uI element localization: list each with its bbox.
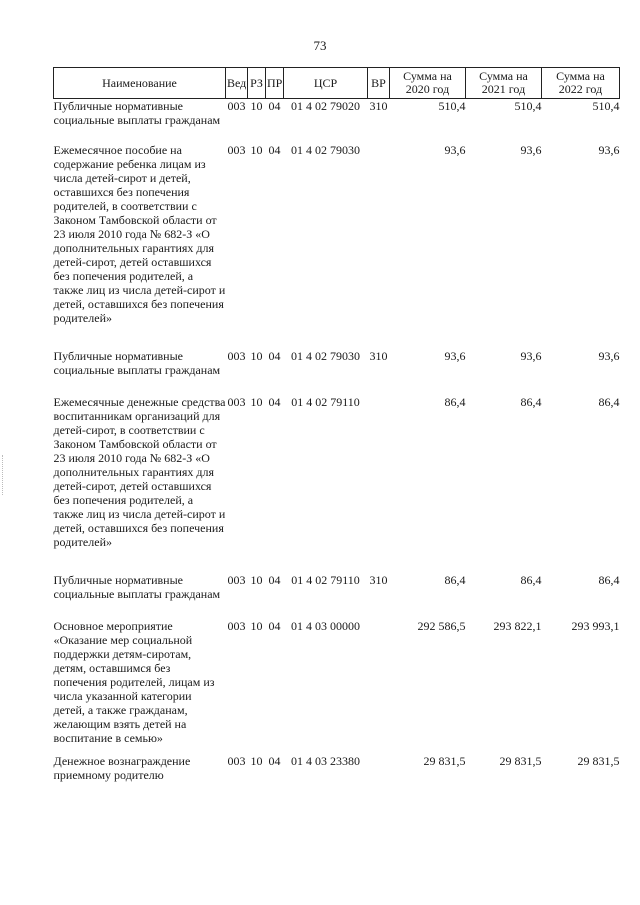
row-pr: 04 — [268, 753, 281, 768]
col-header-vr: ВР — [368, 68, 390, 99]
row-rz: 10 — [250, 753, 263, 768]
row-rz: 10 — [250, 618, 263, 633]
table-header-row — [54, 68, 620, 99]
row-vr: 310 — [369, 348, 388, 363]
table-row — [54, 349, 620, 395]
row-pr: 04 — [268, 142, 281, 157]
row-vr: 310 — [369, 572, 388, 587]
row-csr: 01 4 02 79110 — [291, 572, 360, 587]
row-ved: 003 — [227, 348, 246, 363]
row-csr: 01 4 03 00000 — [291, 618, 360, 633]
row-name: Денежное вознаграждение приемному родителю — [53, 753, 191, 782]
col-header-sum-2022: Сумма на 2022 год — [542, 68, 620, 99]
row-ved: 003 — [227, 618, 246, 633]
row-vr: 310 — [369, 99, 388, 113]
row-sum-2021: 86,4 — [520, 394, 542, 409]
row-sum-2021: 293 822,1 — [493, 618, 542, 633]
row-sum-2020: 510,4 — [438, 99, 466, 113]
row-sum-2021: 93,6 — [520, 142, 542, 157]
table-row — [54, 143, 620, 349]
row-sum-2022: 293 993,1 — [571, 618, 620, 633]
row-csr: 01 4 02 79030 — [291, 348, 360, 363]
row-pr: 04 — [268, 394, 281, 409]
row-ved: 003 — [227, 142, 246, 157]
row-pr: 04 — [268, 348, 281, 363]
row-name: Основное мероприятие «Оказание мер социальной поддержки детям-сиротам, детям, оставшимся без попечения родителей, лицам из числа указанной категории детей, а также гражданам, желающим взять детей на воспитание в семью» — [53, 618, 215, 745]
col-header-sum-2020: Сумма на 2020 год — [390, 68, 466, 99]
row-csr: 01 4 02 79030 — [291, 142, 360, 157]
page-number: 73 — [313, 38, 327, 53]
col-header-rz: РЗ — [248, 68, 266, 99]
row-sum-2020: 86,4 — [444, 394, 466, 409]
row-sum-2020: 93,6 — [444, 142, 466, 157]
row-vr — [368, 754, 390, 788]
row-ved: 003 — [227, 99, 246, 113]
row-rz: 10 — [250, 572, 263, 587]
row-name: Ежемесячные денежные средства воспитанникам организаций для детей-сирот, в соответствии с Законом Тамбовской области от 23 июля 2010 года № 682-З «О дополнительных гарантиях для детей-сирот, детей оставшихся без попечения родителей, а также лиц из числа детей-сирот и детей, оставшихся без попечения родителей» — [53, 394, 226, 549]
row-pr: 04 — [268, 618, 281, 633]
row-sum-2021: 93,6 — [520, 348, 542, 363]
row-sum-2020: 93,6 — [444, 348, 466, 363]
col-header-pr: ПР — [266, 68, 284, 99]
row-sum-2022: 86,4 — [598, 572, 620, 587]
col-header-sum-2021: Сумма на 2021 год — [466, 68, 542, 99]
row-vr — [368, 143, 390, 349]
row-ved: 003 — [227, 572, 246, 587]
row-pr: 04 — [268, 99, 281, 113]
row-csr: 01 4 02 79110 — [291, 394, 360, 409]
col-header-csr: ЦСР — [284, 68, 368, 99]
row-name: Ежемесячное пособие на содержание ребенка лицам из числа детей-сирот и детей, оставшихся без попечения родителей, в соответствии с Законом Тамбовской области от 23 июля 2010 года № 682-З «О дополнительных гарантиях для детей-сирот, детей оставшихся без попечения родителей, а также лиц из числа детей-сирот и детей, оставшихся без попечения родителей» — [53, 142, 226, 325]
row-rz: 10 — [250, 348, 263, 363]
row-name: Публичные нормативные социальные выплаты гражданам — [53, 99, 221, 127]
table-row — [54, 573, 620, 619]
row-sum-2022: 93,6 — [598, 348, 620, 363]
row-sum-2020: 292 586,5 — [417, 618, 466, 633]
row-sum-2021: 510,4 — [514, 99, 542, 113]
col-header-name: Наименование — [54, 68, 226, 99]
row-rz: 10 — [250, 394, 263, 409]
row-sum-2022: 29 831,5 — [577, 753, 620, 768]
row-sum-2020: 29 831,5 — [423, 753, 466, 768]
row-vr — [368, 619, 390, 754]
row-sum-2021: 29 831,5 — [499, 753, 542, 768]
row-csr: 01 4 02 79020 — [291, 99, 360, 113]
budget-table — [53, 67, 620, 788]
row-sum-2022: 86,4 — [598, 394, 620, 409]
table-row — [54, 619, 620, 754]
row-csr: 01 4 03 23380 — [291, 753, 360, 768]
row-ved: 003 — [227, 753, 246, 768]
table-row — [54, 754, 620, 788]
table-row — [54, 395, 620, 573]
row-pr: 04 — [268, 572, 281, 587]
row-rz: 10 — [250, 142, 263, 157]
row-vr — [368, 395, 390, 573]
row-sum-2020: 86,4 — [444, 572, 466, 587]
row-sum-2022: 510,4 — [592, 99, 620, 113]
row-rz: 10 — [250, 99, 263, 113]
scan-artifact — [2, 455, 6, 495]
col-header-ved: Вед — [226, 68, 248, 99]
row-sum-2022: 93,6 — [598, 142, 620, 157]
row-name: Публичные нормативные социальные выплаты гражданам — [53, 572, 221, 601]
row-name: Публичные нормативные социальные выплаты гражданам — [53, 348, 221, 377]
row-ved: 003 — [227, 394, 246, 409]
row-sum-2021: 86,4 — [520, 572, 542, 587]
table-row — [54, 99, 620, 143]
